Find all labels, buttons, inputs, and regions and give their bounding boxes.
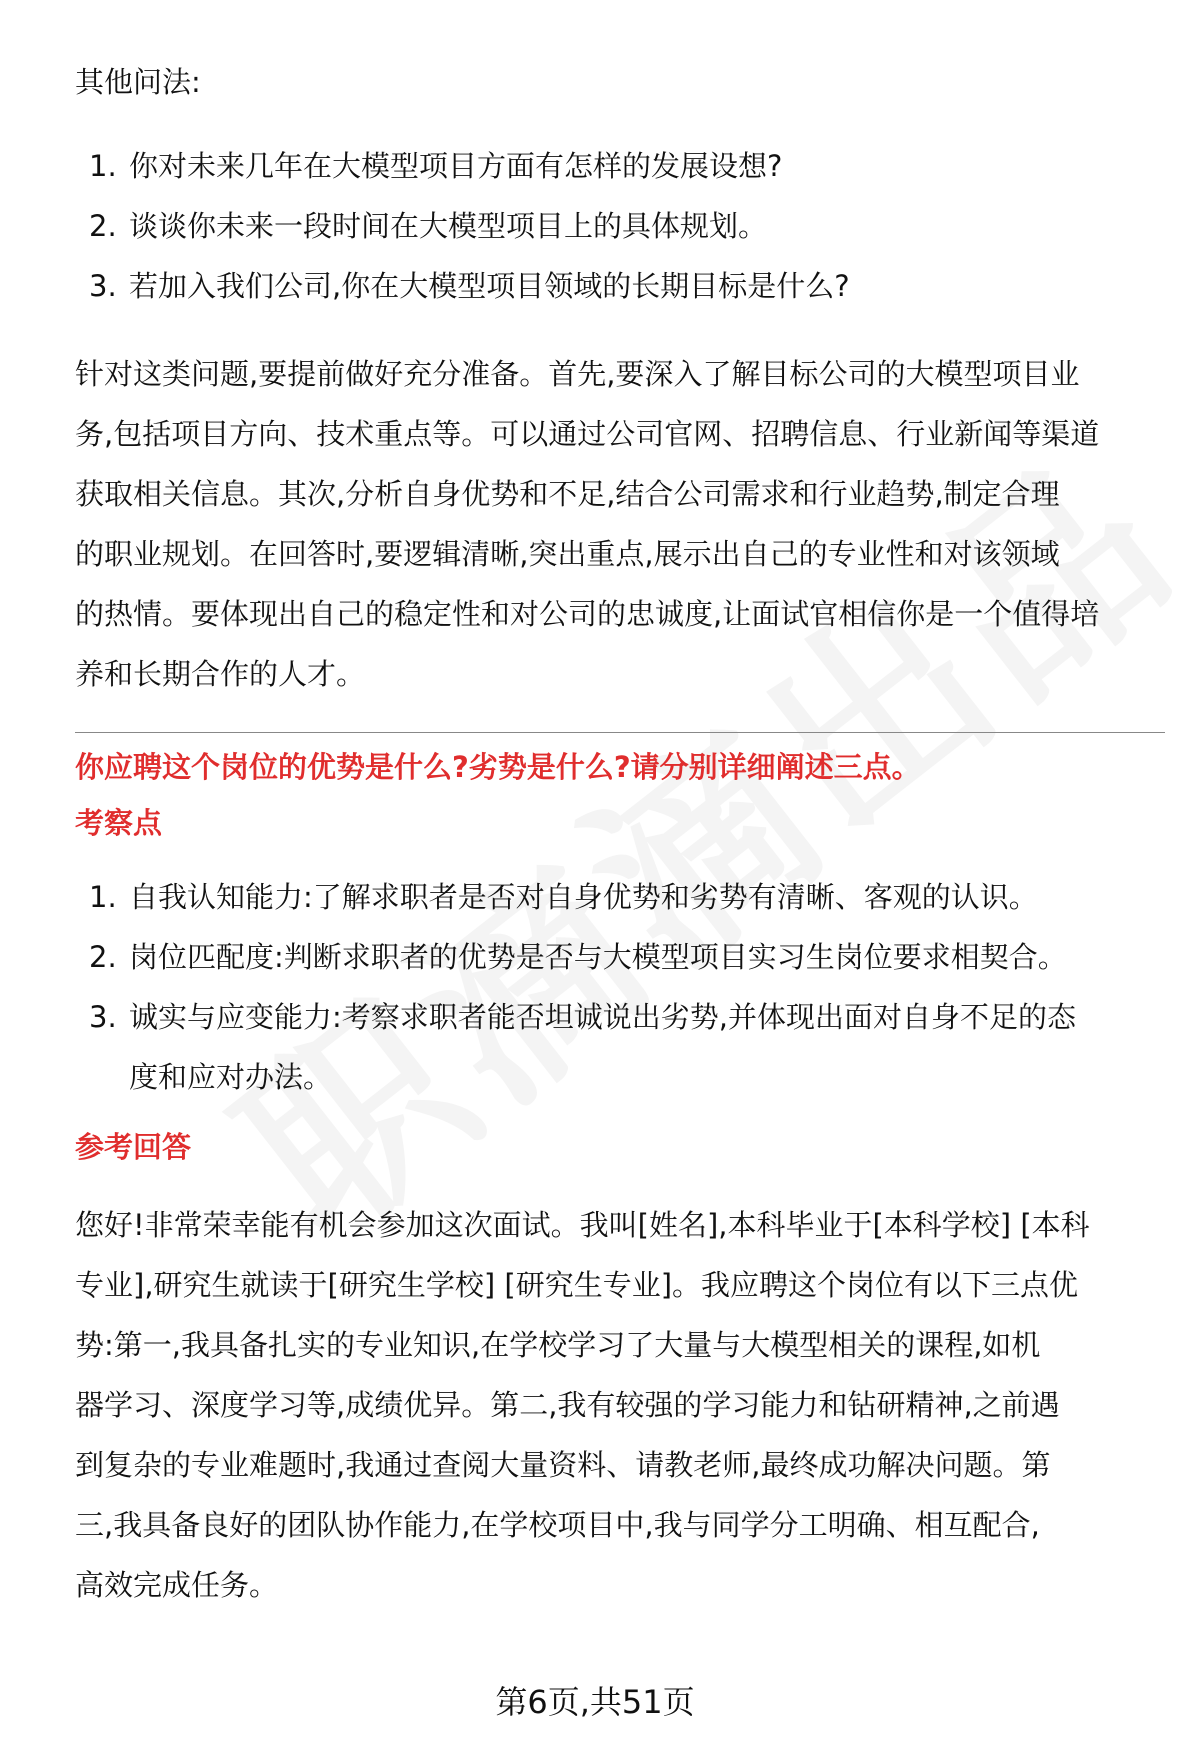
text-line: 的热情。要体现出自己的稳定性和对公司的忠诚度,让面试官相信你是一个值得培 [75, 597, 1100, 631]
question-heading: 你应聘这个岗位的优势是什么?劣势是什么?请分别详细阐述三点。 [75, 750, 921, 784]
focus-points-list [75, 867, 1165, 1107]
list-text: 谈谈你未来一段时间在大模型项目上的具体规划。 [129, 209, 768, 243]
list-item [75, 136, 1165, 196]
advice-paragraph [75, 344, 1165, 704]
list-number: 2. [89, 940, 117, 974]
text-line: 您好!非常荣幸能有机会参加这次面试。我叫[姓名],本科毕业于[本科学校] [本科 [75, 1208, 1090, 1242]
list-number: 1. [89, 149, 117, 183]
other-questions-list [75, 136, 1165, 316]
text-line: 专业],研究生就读于[研究生学校] [研究生专业]。我应聘这个岗位有以下三点优 [75, 1268, 1079, 1302]
list-number: 3. [89, 269, 117, 303]
text-line: 务,包括项目方向、技术重点等。可以通过公司官网、招聘信息、行业新闻等渠道 [75, 417, 1100, 451]
text-line: 高效完成任务。 [75, 1568, 279, 1602]
text-line: 养和长期合作的人才。 [75, 657, 366, 691]
list-item [75, 867, 1165, 927]
text-line: 获取相关信息。其次,分析自身优势和不足,结合公司需求和行业趋势,制定合理 [75, 477, 1060, 511]
list-item [75, 987, 1165, 1107]
list-text: 度和应对办法。 [129, 1060, 333, 1094]
list-text: 若加入我们公司,你在大模型项目领域的长期目标是什么? [129, 269, 850, 303]
text-line: 三,我具备良好的团队协作能力,在学校项目中,我与同学分工明确、相互配合, [75, 1508, 1040, 1542]
text-line: 到复杂的专业难题时,我通过查阅大量资料、请教老师,最终成功解决问题。第 [75, 1448, 1051, 1482]
list-text: 你对未来几年在大模型项目方面有怎样的发展设想? [129, 149, 783, 183]
answer-heading: 参考回答 [75, 1130, 192, 1164]
other-questions-intro: 其他问法: [75, 65, 201, 99]
list-text: 诚实与应变能力:考察求职者能否坦诚说出劣势,并体现出面对自身不足的态 [129, 1000, 1076, 1034]
page-content [75, 62, 1165, 1615]
list-item [75, 196, 1165, 256]
list-text: 岗位匹配度:判断求职者的优势是否与大模型项目实习生岗位要求相契合。 [129, 940, 1067, 974]
list-item [75, 256, 1165, 316]
answer-paragraph [75, 1195, 1165, 1615]
text-line: 势:第一,我具备扎实的专业知识,在学校学习了大量与大模型相关的课程,如机 [75, 1328, 1041, 1362]
text-line: 的职业规划。在回答时,要逻辑清晰,突出重点,展示出自己的专业性和对该领域 [75, 537, 1060, 571]
list-number: 1. [89, 880, 117, 914]
text-line: 针对这类问题,要提前做好充分准备。首先,要深入了解目标公司的大模型项目业 [75, 357, 1080, 391]
list-text: 自我认知能力:了解求职者是否对自身优势和劣势有清晰、客观的认识。 [129, 880, 1038, 914]
list-item [75, 927, 1165, 987]
text-line: 器学习、深度学习等,成绩优异。第二,我有较强的学习能力和钻研精神,之前遇 [75, 1388, 1060, 1422]
focus-heading: 考察点 [75, 806, 163, 840]
page-number: 第6页,共51页 [495, 1683, 695, 1721]
section-divider [75, 732, 1165, 733]
list-number: 2. [89, 209, 117, 243]
list-number: 3. [89, 1000, 117, 1034]
